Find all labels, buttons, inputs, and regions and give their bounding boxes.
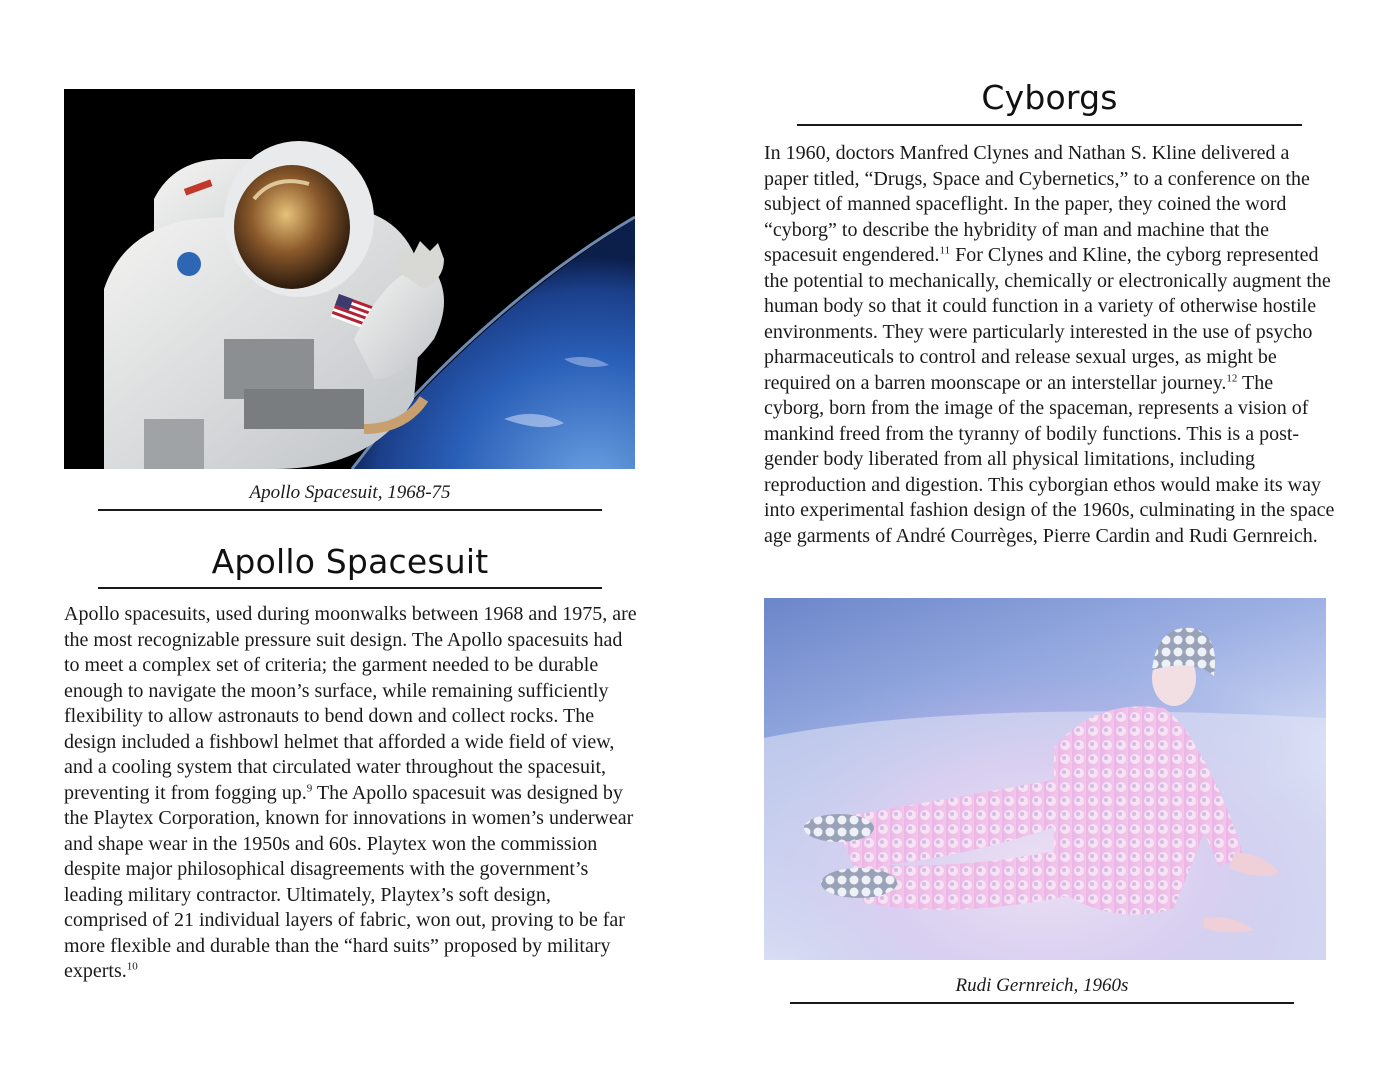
heading-divider bbox=[797, 124, 1302, 126]
footnote-ref-11: 11 bbox=[939, 244, 951, 257]
rudi-gernreich-photo bbox=[764, 598, 1326, 960]
footnote-ref-10: 10 bbox=[126, 960, 138, 973]
cyborgs-heading: Cyborgs bbox=[981, 78, 1118, 117]
apollo-heading: Apollo Spacesuit bbox=[211, 542, 489, 581]
caption-divider bbox=[790, 1002, 1294, 1004]
cyborgs-paragraph: In 1960, doctors Manfred Clynes and Nathan S. Kline delivered a paper titled, “Drugs, Space and Cybernetics,” to a conference on the subject of manned spaceflight. In the paper, they coined the word “cyborg” to describe the hybridity of man and machine that the spacesuit engendered.$^{11}$ For Clynes and Kline, the cyborg represented the potential to mechanically, chemically or electronically augment the human body so that it could function in a variety of otherwise hostile environments. They were particularly interested in the use of psycho pharmaceuticals to control and release sexual urges, as might be required on a barren moonscape or an interstellar journey.$^{12}$ The cyborg, born from the image of the spaceman, represents a vision of mankind freed from the tyranny of bodily functions. This is a post-gender body liberated from all physical limitations, including reproduction and digestion. This cyborgian ethos would make its way into experimental fashion design of the 1960s, culminating in the space age garments of André Courrèges, Pierre Cardin and Rudi Gernreich. bbox=[764, 142, 1335, 547]
gernreich-image-caption: Rudi Gernreich, 1960s bbox=[955, 975, 1129, 996]
footnote-ref-9: 9 bbox=[306, 781, 313, 794]
apollo-image-caption: Apollo Spacesuit, 1968-75 bbox=[249, 482, 451, 503]
heading-divider bbox=[98, 587, 602, 589]
apollo-paragraph: Apollo spacesuits, used during moonwalks between 1968 and 1975, are the most recognizable pressure suit design. The Apollo spacesuits had to meet a complex set of criteria; the garment needed to be durable enough to navigate the moon’s surface, while remaining sufficiently flexibility to allow astronauts to bend down and collect rocks. The design included a fishbowl helmet that afforded a wide field of view, and a cooling system that circulated water throughout the spacesuit, preventing it from fogging up.$^9$ The Apollo spacesuit was designed by the Playtex Corporation, known for innovations in women’s underwear and shape wear in the 1950s and 60s. Playtex won the commission despite major philosophical disagreements with the government’s leading military contractor. Ultimately, Playtex’s soft design, comprised of 21 individual layers of fabric, won out, proving to be far more flexible and durable than the “hard suits” proposed by military experts.$^{10}$ bbox=[64, 603, 637, 982]
caption-divider bbox=[98, 509, 602, 511]
footnote-ref-12: 12 bbox=[1226, 371, 1238, 384]
apollo-spacesuit-photo bbox=[64, 89, 635, 469]
